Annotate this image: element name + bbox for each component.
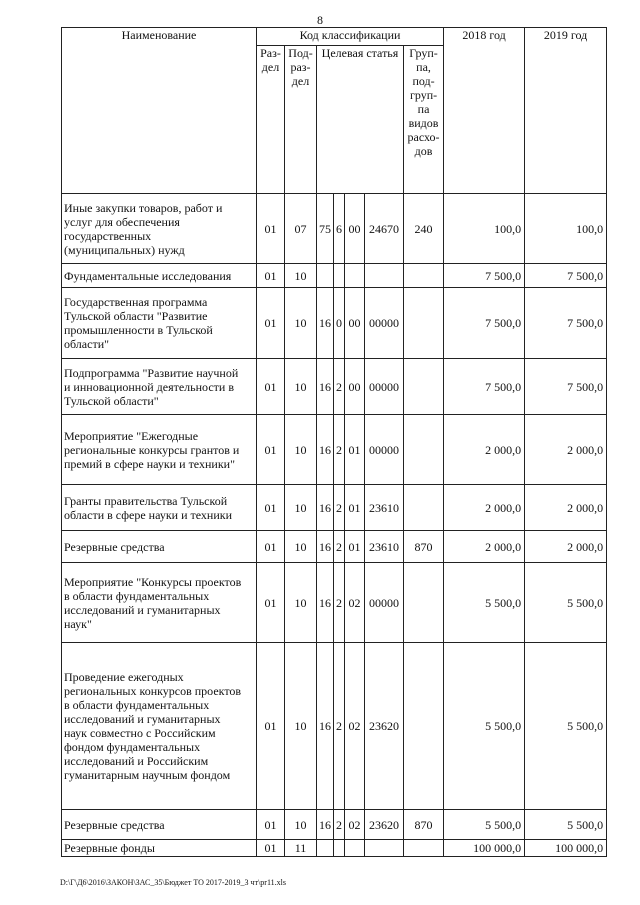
- header-section-text: Раз- дел: [260, 46, 281, 74]
- row-target-direction: [365, 563, 404, 643]
- row-target-measure: [345, 563, 365, 643]
- row-section-text: 01: [264, 500, 277, 515]
- row-target-measure-text: 01: [348, 500, 361, 515]
- row-target-direction: [365, 288, 404, 359]
- file-path: D:\Г\Д6\2016\ЗАКОН\ЗАС_35\Бюджет ТО 2017-2019_3 чт\pr11.xls: [60, 878, 286, 887]
- row-name: [62, 194, 257, 264]
- row-subsection: [285, 359, 317, 415]
- row-target-direction: [365, 810, 404, 840]
- row-section-text: 01: [264, 817, 277, 832]
- row-subsection: [285, 485, 317, 531]
- row-section-text: 01: [264, 539, 277, 554]
- row-value-2018: [444, 810, 525, 840]
- row-expense-group: [404, 288, 444, 359]
- row-target-subprogram: [334, 264, 345, 288]
- row-subsection: [285, 531, 317, 563]
- row-target-subprogram: [334, 531, 345, 563]
- row-name-text: Государственная программа Тульской области "Развитие промышленности в Тульской области": [64, 295, 213, 351]
- table-row: [62, 840, 607, 857]
- table-row: [62, 531, 607, 563]
- row-section-text: 01: [264, 595, 277, 610]
- row-value-2019-text: 2 000,0: [567, 539, 604, 554]
- row-target-program: [317, 840, 334, 857]
- table-row: [62, 359, 607, 415]
- row-section: [257, 264, 285, 288]
- row-target-measure: [345, 810, 365, 840]
- table-row: [62, 194, 607, 264]
- row-target-program-text: 16: [319, 817, 331, 832]
- row-value-2018-text: 2 000,0: [485, 539, 522, 554]
- row-target-direction-text: 23620: [369, 817, 399, 832]
- row-section-text: 01: [264, 719, 277, 733]
- header-target-article: Целевая статья: [317, 46, 404, 194]
- row-value-2019: [525, 264, 607, 288]
- header-classification-code: Код классификации: [257, 28, 444, 46]
- row-expense-group: [404, 643, 444, 810]
- row-target-subprogram: [334, 194, 345, 264]
- row-target-program: [317, 485, 334, 531]
- row-target-subprogram-text: 2: [336, 817, 342, 832]
- row-value-2018-text: 5 500,0: [485, 595, 522, 610]
- row-target-subprogram-text: 2: [336, 379, 342, 394]
- row-target-program-text: 16: [319, 442, 331, 457]
- row-subsection: [285, 415, 317, 485]
- row-target-direction: [365, 264, 404, 288]
- row-subsection-text: 10: [294, 442, 307, 457]
- table-row: [62, 485, 607, 531]
- row-target-measure: [345, 288, 365, 359]
- row-target-subprogram: [334, 840, 345, 857]
- row-name-text: Иные закупки товаров, работ и услуг для обеспечения государственных (муниципальных) нужд: [64, 200, 223, 257]
- row-target-subprogram: [334, 288, 345, 359]
- row-section-text: 01: [264, 268, 277, 283]
- header-name: Наименование: [62, 28, 257, 194]
- row-target-subprogram: [334, 563, 345, 643]
- row-target-program: [317, 563, 334, 643]
- row-section: [257, 563, 285, 643]
- row-target-measure: [345, 415, 365, 485]
- header-section: [257, 46, 285, 194]
- row-target-measure: [345, 359, 365, 415]
- row-name: [62, 531, 257, 563]
- row-target-measure: [345, 840, 365, 857]
- row-name-text: Проведение ежегодных региональных конкурсов проектов в области фундаментальных исследований и гуманитарных наук совместно с Российским фондом фундаментальных исследований и Российским гуманитарным научным фондом: [64, 670, 242, 782]
- row-target-direction: [365, 485, 404, 531]
- row-target-measure: [345, 264, 365, 288]
- row-section: [257, 840, 285, 857]
- row-value-2019: [525, 415, 607, 485]
- page-number: 8: [317, 13, 323, 27]
- row-target-measure: [345, 531, 365, 563]
- row-subsection-text: 10: [294, 719, 307, 733]
- row-target-measure: [345, 485, 365, 531]
- row-target-direction: [365, 415, 404, 485]
- row-section-text: 01: [264, 841, 277, 855]
- row-target-program: [317, 810, 334, 840]
- table-row: [62, 415, 607, 485]
- row-subsection-text: 10: [294, 316, 307, 330]
- row-target-program-text: 16: [319, 316, 331, 330]
- row-target-direction: [365, 531, 404, 563]
- row-section: [257, 485, 285, 531]
- row-name-text: Мероприятие "Конкурсы проектов в области фундаментальных исследований и гуманитарных наук": [64, 574, 242, 631]
- row-value-2019-text: 5 500,0: [567, 595, 604, 610]
- row-section: [257, 810, 285, 840]
- row-value-2019: [525, 531, 607, 563]
- row-subsection-text: 10: [294, 595, 307, 610]
- row-target-subprogram: [334, 485, 345, 531]
- row-section-text: 01: [264, 221, 277, 236]
- row-value-2019-text: 7 500,0: [567, 379, 604, 394]
- row-value-2019: [525, 359, 607, 415]
- row-subsection-text: 10: [294, 268, 307, 283]
- row-expense-group: [404, 810, 444, 840]
- budget-table: [61, 27, 607, 857]
- row-target-program: [317, 359, 334, 415]
- row-value-2018: [444, 485, 525, 531]
- row-subsection-text: 10: [294, 379, 307, 394]
- row-subsection-text: 10: [294, 817, 307, 832]
- row-name-text: Резервные средства: [64, 539, 165, 554]
- row-target-direction-text: 23610: [369, 539, 399, 554]
- row-section: [257, 288, 285, 359]
- row-value-2018: [444, 643, 525, 810]
- row-name-text: Фундаментальные исследования: [64, 268, 232, 283]
- row-name-text: Резервные средства: [64, 817, 165, 832]
- row-section: [257, 359, 285, 415]
- row-expense-group: [404, 359, 444, 415]
- header-year-2018: 2018 год: [444, 28, 525, 194]
- row-target-program: [317, 415, 334, 485]
- row-target-program-text: 75: [319, 221, 331, 236]
- row-value-2018-text: 100,0: [494, 221, 522, 236]
- row-expense-group: [404, 415, 444, 485]
- row-target-subprogram-text: 2: [336, 719, 342, 733]
- row-target-measure-text: 02: [348, 817, 361, 832]
- row-expense-group: [404, 194, 444, 264]
- row-name: [62, 415, 257, 485]
- row-value-2018-text: 7 500,0: [485, 379, 522, 394]
- row-value-2019-text: 7 500,0: [567, 316, 604, 330]
- row-section-text: 01: [264, 442, 277, 457]
- row-target-measure-text: 02: [348, 719, 361, 733]
- header-group: [404, 46, 444, 194]
- row-target-measure-text: 00: [348, 221, 361, 236]
- row-value-2019: [525, 288, 607, 359]
- row-target-direction: [365, 194, 404, 264]
- row-subsection-text: 07: [294, 221, 307, 236]
- row-subsection: [285, 194, 317, 264]
- row-target-program-text: 16: [319, 719, 331, 733]
- row-value-2019: [525, 485, 607, 531]
- row-section: [257, 643, 285, 810]
- row-subsection: [285, 840, 317, 857]
- row-target-program: [317, 643, 334, 810]
- row-value-2019: [525, 194, 607, 264]
- row-target-subprogram-text: 2: [336, 442, 342, 457]
- row-subsection-text: 10: [294, 500, 307, 515]
- row-subsection-text: 11: [294, 841, 307, 855]
- row-target-program: [317, 264, 334, 288]
- row-target-direction-text: 24670: [369, 221, 399, 236]
- row-name: [62, 485, 257, 531]
- row-value-2019: [525, 840, 607, 857]
- row-value-2018: [444, 359, 525, 415]
- row-name: [62, 288, 257, 359]
- row-name: [62, 359, 257, 415]
- row-value-2018: [444, 264, 525, 288]
- row-value-2019-text: 100 000,0: [555, 841, 604, 855]
- row-name-text: Резервные фонды: [64, 841, 155, 855]
- row-target-program: [317, 531, 334, 563]
- row-value-2019: [525, 563, 607, 643]
- row-value-2018: [444, 288, 525, 359]
- row-expense-group: [404, 264, 444, 288]
- row-subsection: [285, 810, 317, 840]
- row-target-direction-text: 23610: [369, 500, 399, 515]
- header-row-top: [62, 28, 607, 46]
- row-name: [62, 563, 257, 643]
- row-target-subprogram-text: 2: [336, 539, 342, 554]
- table-row: [62, 810, 607, 840]
- row-target-direction-text: 00000: [369, 379, 399, 394]
- row-target-direction-text: 00000: [369, 316, 399, 330]
- row-subsection-text: 10: [294, 539, 307, 554]
- row-name-text: Мероприятие "Ежегодные региональные конкурсы грантов и премий в сфере науки и техники": [64, 428, 240, 471]
- row-name: [62, 264, 257, 288]
- row-value-2019-text: 100,0: [576, 221, 604, 236]
- header-subsection: [285, 46, 317, 194]
- row-expense-group-text: 870: [414, 539, 433, 554]
- row-target-measure: [345, 194, 365, 264]
- row-target-measure-text: 01: [348, 442, 361, 457]
- row-target-direction-text: 23620: [369, 719, 399, 733]
- row-target-subprogram-text: 6: [336, 221, 342, 236]
- row-value-2018: [444, 415, 525, 485]
- row-section: [257, 531, 285, 563]
- row-target-subprogram-text: 0: [336, 316, 342, 330]
- row-target-direction: [365, 643, 404, 810]
- row-value-2019: [525, 810, 607, 840]
- table-row: [62, 563, 607, 643]
- row-value-2018-text: 5 500,0: [485, 719, 522, 733]
- row-target-measure-text: 00: [348, 379, 361, 394]
- row-target-measure-text: 01: [348, 539, 361, 554]
- row-value-2018: [444, 531, 525, 563]
- row-target-measure-text: 02: [348, 595, 361, 610]
- row-target-program-text: 16: [319, 539, 331, 554]
- row-section-text: 01: [264, 379, 277, 394]
- row-value-2018-text: 100 000,0: [473, 841, 522, 855]
- row-expense-group-text: 240: [414, 221, 433, 236]
- row-target-program: [317, 288, 334, 359]
- row-name: [62, 643, 257, 810]
- row-value-2019-text: 5 500,0: [567, 719, 604, 733]
- row-value-2018-text: 2 000,0: [485, 442, 522, 457]
- row-section: [257, 415, 285, 485]
- row-value-2019: [525, 643, 607, 810]
- row-value-2018: [444, 563, 525, 643]
- row-value-2019-text: 7 500,0: [567, 268, 604, 283]
- row-target-direction-text: 00000: [369, 595, 399, 610]
- row-target-subprogram-text: 2: [336, 595, 342, 610]
- row-subsection: [285, 643, 317, 810]
- row-target-program-text: 16: [319, 379, 331, 394]
- row-target-subprogram: [334, 415, 345, 485]
- header-year-2019: 2019 год: [525, 28, 607, 194]
- row-value-2019-text: 5 500,0: [567, 817, 604, 832]
- row-target-subprogram: [334, 643, 345, 810]
- row-target-program-text: 16: [319, 595, 331, 610]
- row-value-2018: [444, 840, 525, 857]
- table-row: [62, 264, 607, 288]
- row-subsection: [285, 288, 317, 359]
- row-expense-group: [404, 563, 444, 643]
- row-target-direction-text: 00000: [369, 442, 399, 457]
- row-value-2018-text: 7 500,0: [485, 268, 522, 283]
- row-value-2019-text: 2 000,0: [567, 442, 604, 457]
- row-target-measure-text: 00: [348, 316, 361, 330]
- row-subsection: [285, 563, 317, 643]
- row-target-direction: [365, 840, 404, 857]
- row-expense-group: [404, 531, 444, 563]
- row-target-direction: [365, 359, 404, 415]
- row-value-2018-text: 2 000,0: [485, 500, 522, 515]
- row-name: [62, 810, 257, 840]
- row-subsection: [285, 264, 317, 288]
- row-expense-group-text: 870: [414, 817, 433, 832]
- row-value-2018: [444, 194, 525, 264]
- row-value-2018-text: 5 500,0: [485, 817, 522, 832]
- row-expense-group: [404, 840, 444, 857]
- row-target-subprogram-text: 2: [336, 500, 342, 515]
- row-target-measure: [345, 643, 365, 810]
- row-value-2018-text: 7 500,0: [485, 316, 522, 330]
- row-section-text: 01: [264, 316, 277, 330]
- table-row: [62, 288, 607, 359]
- table-row: [62, 643, 607, 810]
- row-target-subprogram: [334, 810, 345, 840]
- row-value-2019-text: 2 000,0: [567, 500, 604, 515]
- row-expense-group: [404, 485, 444, 531]
- row-target-subprogram: [334, 359, 345, 415]
- row-target-program-text: 16: [319, 500, 331, 515]
- row-name-text: Гранты правительства Тульской области в сфере науки и техники: [64, 493, 232, 522]
- row-section: [257, 194, 285, 264]
- header-subsection-text: Под- раз- дел: [288, 46, 313, 88]
- row-name: [62, 840, 257, 857]
- row-name-text: Подпрограмма "Развитие научной и инновационной деятельности в Тульской области": [64, 365, 239, 408]
- row-target-program: [317, 194, 334, 264]
- header-group-text: Груп- па, под- груп- па видов расхо- дов: [407, 46, 440, 158]
